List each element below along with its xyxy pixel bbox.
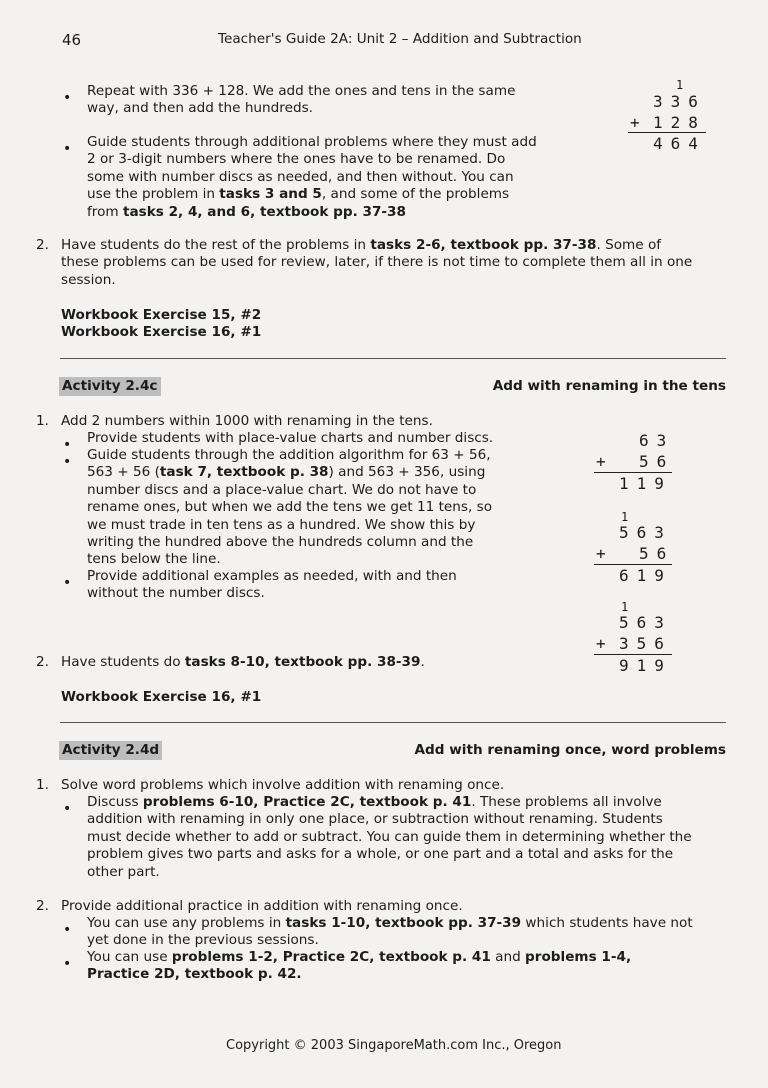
- addend: 56: [639, 544, 675, 563]
- sum-result: 619: [619, 566, 672, 585]
- bullet-dot: [63, 138, 71, 146]
- addend: 563: [619, 523, 672, 542]
- sum-line: [594, 654, 672, 655]
- paragraph: Add 2 numbers within 1000 with renaming in the tens.: [61, 413, 433, 429]
- paragraph: Discuss problems 6-10, Practice 2C, textbook p. 41. These problems all involve addition with renaming in only one place, or subtraction without renaming. Students must decide whether to add or subtract. You can guide them in determining whether the problem gives two parts and asks for a whole, or one part and a total and asks for the other part.: [87, 794, 692, 880]
- running-title: Teacher's Guide 2A: Unit 2 – Addition and Subtraction: [218, 31, 582, 47]
- bullet-dot: [63, 87, 71, 95]
- addend: 56: [639, 452, 675, 471]
- sum-line: [628, 132, 706, 133]
- plus-sign: +: [596, 544, 614, 563]
- list-number: 1.: [36, 413, 49, 429]
- activity-label: Activity 2.4c: [59, 377, 161, 396]
- paragraph: You can use problems 1-2, Practice 2C, textbook p. 41 and problems 1-4, Practice 2D, textbook p. 42.: [87, 949, 632, 983]
- carry-digit: 1: [676, 78, 692, 92]
- paragraph: You can use any problems in tasks 1-10, textbook pp. 37-39 which students have not yet done in the previous sessions.: [87, 915, 693, 949]
- sum-result: 464: [653, 134, 706, 153]
- bullet-dot: [63, 798, 71, 806]
- workbook-ref: Workbook Exercise 16, #1: [61, 324, 262, 340]
- paragraph: Have students do tasks 8-10, textbook pp. 38-39.: [61, 654, 425, 670]
- paragraph: Solve word problems which involve addition with renaming once.: [61, 777, 505, 793]
- bullet-dot: [63, 451, 71, 459]
- addend: 356: [619, 634, 672, 653]
- copyright-footer: Copyright © 2003 SingaporeMath.com Inc., Oregon: [226, 1038, 562, 1053]
- plus-sign: +: [596, 452, 614, 471]
- paragraph: Provide additional practice in addition with renaming once.: [61, 898, 463, 914]
- workbook-ref: Workbook Exercise 15, #2: [61, 307, 262, 323]
- sum-line: [594, 564, 672, 565]
- sum-line: [594, 472, 672, 473]
- sum-result: 119: [619, 474, 672, 493]
- list-number: 1.: [36, 777, 49, 793]
- divider: [60, 358, 726, 359]
- list-number: 2.: [36, 237, 49, 253]
- sum-result: 919: [619, 656, 672, 675]
- paragraph: Have students do the rest of the problems in tasks 2-6, textbook pp. 37-38. Some of these problems can be used for review, later, if there is not time to complete them all in one session.: [61, 237, 693, 288]
- workbook-ref: Workbook Exercise 16, #1: [61, 689, 262, 705]
- paragraph: Repeat with 336 + 128. We add the ones and tens in the same way, and then add the hundreds.: [87, 83, 516, 117]
- list-number: 2.: [36, 898, 49, 914]
- plus-sign: +: [630, 113, 648, 132]
- list-number: 2.: [36, 654, 49, 670]
- activity-title: Add with renaming once, word problems: [414, 742, 726, 758]
- addend: 563: [619, 613, 672, 632]
- paragraph: Provide additional examples as needed, with and then without the number discs.: [87, 568, 457, 602]
- plus-sign: +: [596, 634, 614, 653]
- page-number: 46: [62, 31, 82, 49]
- activity-label: Activity 2.4d: [59, 741, 162, 760]
- bullet-dot: [63, 434, 71, 442]
- paragraph: Guide students through the addition algorithm for 63 + 56, 563 + 56 (task 7, textbook p. 38) and 563 + 356, using number discs and a place-value chart. We do not have to rename ones, but when we add the tens we get 11 tens, so we must trade in ten tens as a hundred. We show this by writing the hundred above the hundreds column and the tens below the line.: [87, 447, 493, 568]
- addend: 336: [653, 92, 706, 111]
- divider: [60, 722, 726, 723]
- addend: 128: [653, 113, 706, 132]
- addend: 63: [639, 431, 675, 450]
- paragraph: Provide students with place-value charts and number discs.: [87, 430, 494, 446]
- bullet-dot: [63, 919, 71, 927]
- activity-title: Add with renaming in the tens: [492, 378, 726, 394]
- carry-digit: 1: [621, 510, 637, 524]
- bullet-dot: [63, 572, 71, 580]
- bullet-dot: [63, 953, 71, 961]
- paragraph: Guide students through additional problems where they must add 2 or 3-digit numbers where the ones have to be renamed. Do some with number discs as needed, and then without. You can use the problem in tasks 3 and 5, and some of the problems from tasks 2, 4, and 6, textbook pp. 37-38: [87, 134, 537, 220]
- carry-digit: 1: [621, 600, 637, 614]
